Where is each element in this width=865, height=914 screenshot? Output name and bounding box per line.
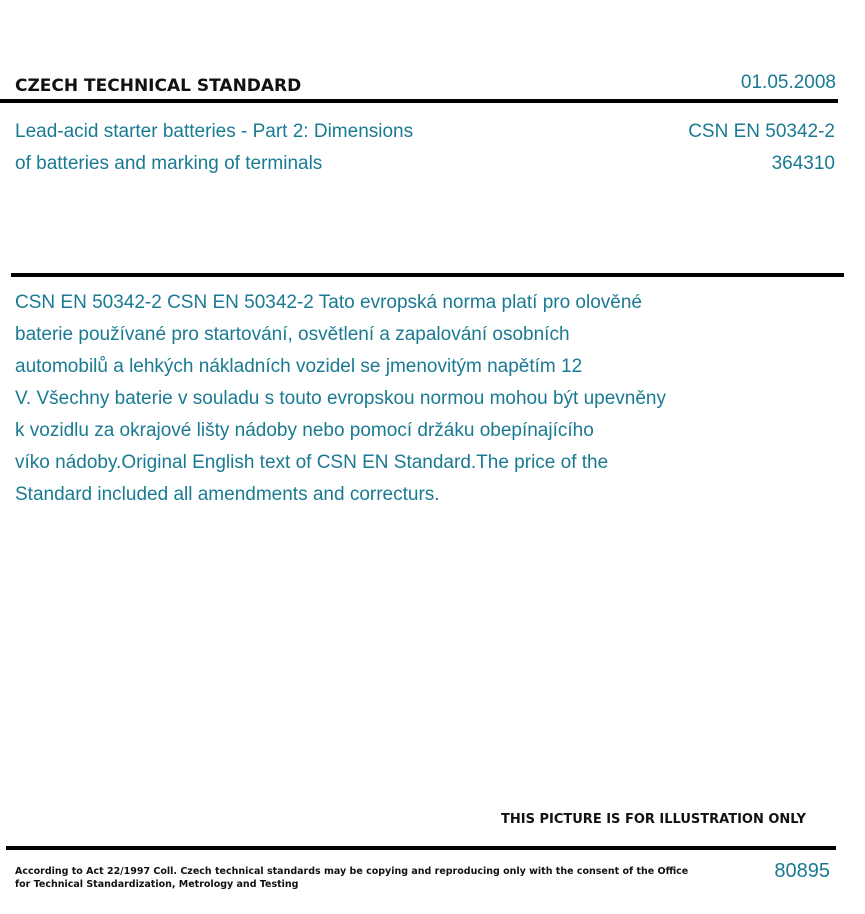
- standard-codes: [688, 116, 835, 180]
- notice-line: for Technical Standardization, Metrology and Testing: [15, 879, 299, 890]
- title-line: Lead-acid starter batteries - Part 2: Dimensions: [15, 121, 414, 142]
- description-line: V. Všechny baterie v souladu s touto evropskou normou mohou být upevněny: [15, 388, 666, 409]
- illustration-note: THIS PICTURE IS FOR ILLUSTRATION ONLY: [501, 812, 806, 827]
- copyright-notice: [15, 865, 689, 891]
- description-line: k vozidlu za okrajové lišty nádoby nebo pomocí držáku obepínajícího: [15, 420, 594, 441]
- standard-description: [15, 287, 775, 511]
- publication-date: 01.05.2008: [740, 72, 836, 93]
- header-rule: [0, 99, 838, 103]
- footer-rule: [6, 846, 836, 850]
- standard-code: CSN EN 50342-2: [688, 121, 835, 142]
- standard-type-label: CZECH TECHNICAL STANDARD: [15, 76, 302, 96]
- standard-title: [15, 116, 535, 180]
- notice-line: According to Act 22/1997 Coll. Czech technical standards may be copying and reproducing only with the consent of the Office: [15, 866, 689, 877]
- catalog-number: 80895: [774, 860, 830, 882]
- description-line: víko nádoby.Original English text of CSN EN Standard.The price of the: [15, 452, 609, 473]
- description-line: Standard included all amendments and correcturs.: [15, 484, 440, 505]
- description-line: automobilů a lehkých nákladních vozidel se jmenovitým napětím 12: [15, 356, 583, 377]
- section-rule: [11, 273, 844, 277]
- class-number: 364310: [771, 153, 835, 174]
- description-line: CSN EN 50342-2 CSN EN 50342-2 Tato evropská norma platí pro olověné: [15, 292, 642, 313]
- description-line: baterie používané pro startování, osvětlení a zapalování osobních: [15, 324, 570, 345]
- title-line: of batteries and marking of terminals: [15, 153, 323, 174]
